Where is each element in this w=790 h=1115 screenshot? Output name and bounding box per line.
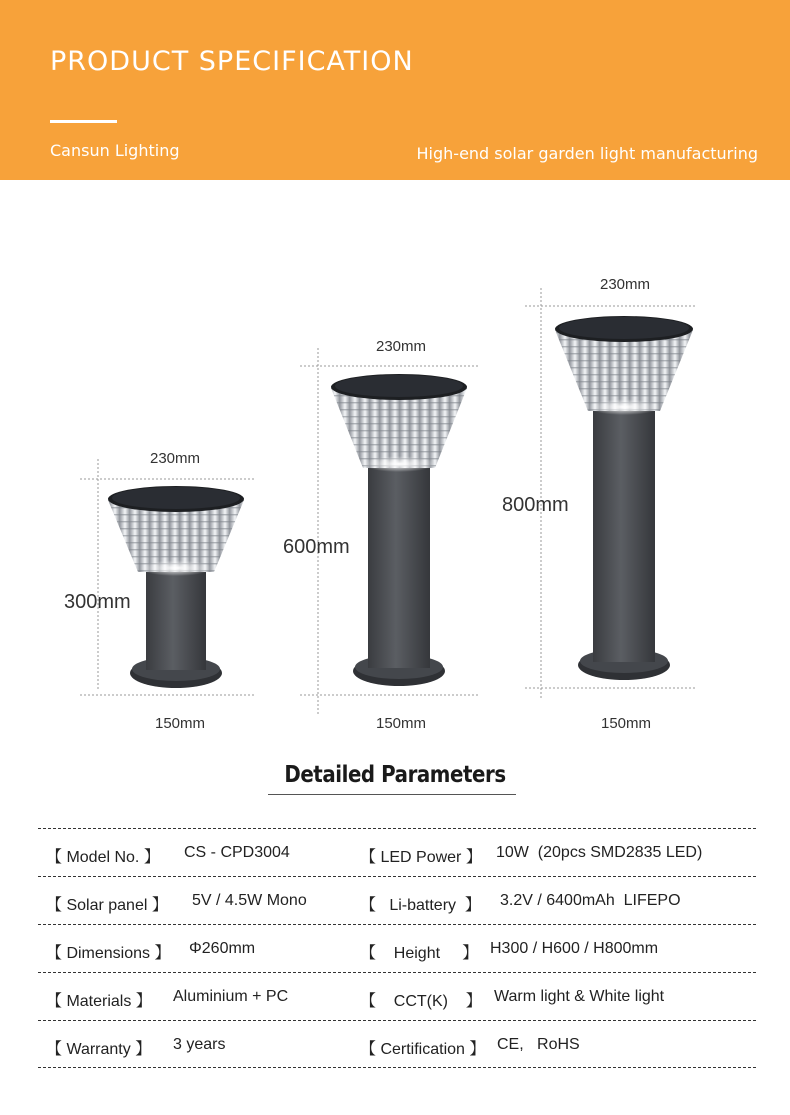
param-key: 【 Certification 】 bbox=[360, 1041, 486, 1058]
param-key: 【 Warranty 】 bbox=[46, 1041, 152, 1058]
top-width-label-300: 230mm bbox=[150, 450, 201, 467]
header-banner bbox=[0, 0, 790, 180]
bollard-light-600 bbox=[300, 348, 480, 715]
param-value: 10W (20pcs SMD2835 LED) bbox=[496, 844, 703, 861]
brand-tagline: High-end solar garden light manufacturing bbox=[416, 144, 758, 163]
param-value: Warm light & White light bbox=[494, 988, 665, 1005]
param-key: 【 Model No. 】 bbox=[46, 849, 160, 866]
brand-name: Cansun Lighting bbox=[50, 141, 180, 160]
param-row bbox=[38, 876, 756, 924]
section-title: Detailed Parameters bbox=[284, 762, 506, 788]
param-row bbox=[38, 924, 756, 972]
param-key: 【 LED Power 】 bbox=[360, 849, 482, 866]
top-width-label-800: 230mm bbox=[600, 276, 651, 293]
param-key: 【 Height 】 bbox=[360, 945, 479, 962]
param-key: 【 Li-battery 】 bbox=[360, 897, 481, 914]
param-row bbox=[38, 1020, 756, 1068]
param-value: 5V / 4.5W Mono bbox=[192, 892, 307, 909]
param-value: 3.2V / 6400mAh LIFEPO bbox=[500, 892, 681, 909]
page-title: PRODUCT SPECIFICATION bbox=[50, 46, 414, 77]
param-key: 【 Materials 】 bbox=[46, 993, 152, 1010]
param-key: 【 Solar panel 】 bbox=[46, 897, 168, 914]
param-key: 【 CCT(K) 】 bbox=[360, 993, 482, 1010]
top-width-label-600: 230mm bbox=[376, 338, 427, 355]
param-row bbox=[38, 828, 756, 876]
param-value: Φ260mm bbox=[189, 940, 256, 957]
base-width-label-800: 150mm bbox=[601, 715, 652, 732]
section-title-underline bbox=[268, 794, 516, 795]
base-width-label-600: 150mm bbox=[376, 715, 427, 732]
param-value: CE, RoHS bbox=[497, 1036, 580, 1053]
param-key: 【 Dimensions 】 bbox=[46, 945, 171, 962]
height-label-300: 300mm bbox=[64, 591, 131, 613]
title-underline bbox=[50, 120, 117, 123]
param-value: CS - CPD3004 bbox=[184, 844, 290, 861]
param-value: H300 / H600 / H800mm bbox=[490, 940, 659, 957]
param-row bbox=[38, 972, 756, 1020]
param-value: 3 years bbox=[173, 1036, 226, 1053]
base-width-label-300: 150mm bbox=[155, 715, 206, 732]
param-value: Aluminium + PC bbox=[173, 988, 289, 1005]
height-label-800: 800mm bbox=[502, 494, 569, 516]
height-label-600: 600mm bbox=[283, 536, 350, 558]
parameters-table bbox=[38, 828, 756, 1068]
product-illustration bbox=[0, 180, 790, 740]
bollard-light-300 bbox=[80, 459, 255, 695]
